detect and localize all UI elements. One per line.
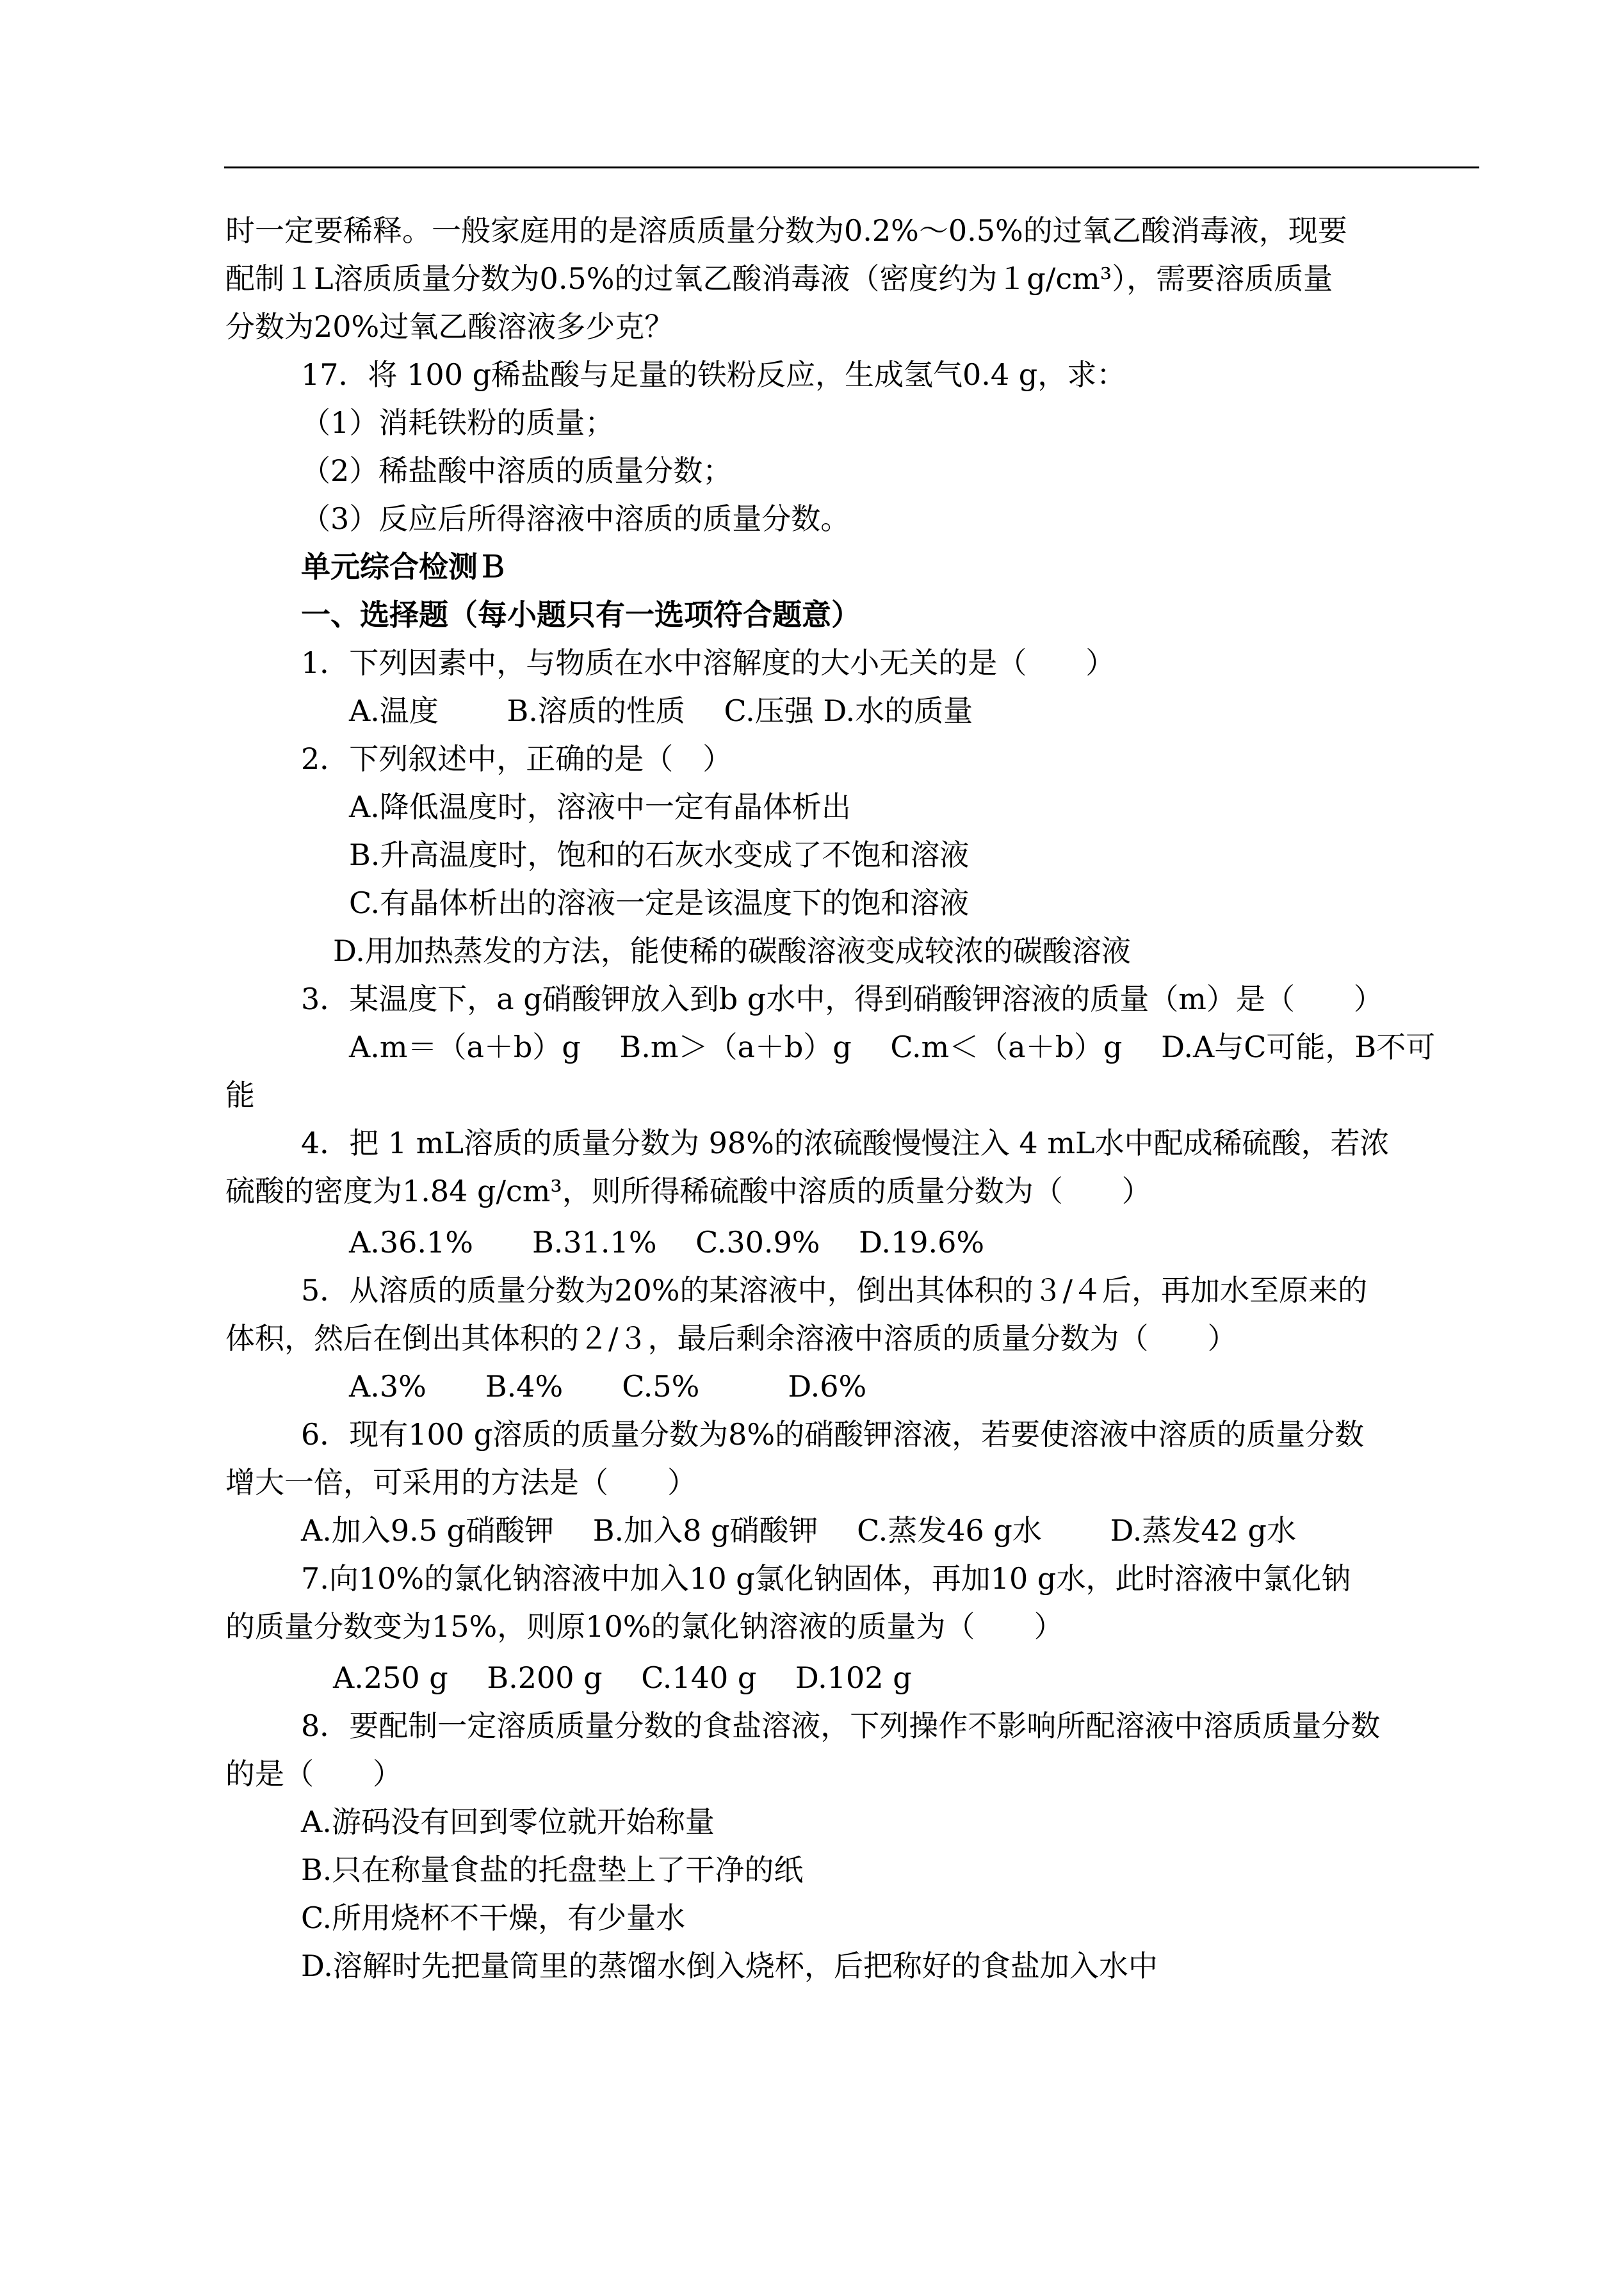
question-4: 4．把 1 mL溶质的质量分数为 98%的浓硫酸慢慢注入 4 mL水中配成稀硫酸，若浓 [301,1126,1390,1160]
option-line: D.用加热蒸发的方法，能使稀的碳酸溶液变成较浓的碳酸溶液 [333,934,1131,968]
question-5: 5．从溶质的质量分数为20%的某溶液中，倒出其体积的３/４后，再加水至原来的 [301,1273,1368,1308]
sub-question: （3）反应后所得溶液中溶质的质量分数。 [301,501,850,536]
text-line: 配制１L溶质质量分数为0.5%的过氧乙酸消毒液（密度约为１g/cm³），需要溶质质量 [225,261,1333,296]
part-heading: 一、选择题（每小题只有一选项符合题意） [301,597,861,632]
options-line: A.温度 B.溶质的性质 C.压强 D.水的质量 [349,693,973,728]
sub-question: （2）稀盐酸中溶质的质量分数； [301,453,733,488]
option-line: A.降低温度时，溶液中一定有晶体析出 [349,790,851,824]
text-line: 增大一倍，可采用的方法是（ ） [225,1465,697,1500]
option-line: B.升高温度时，饱和的石灰水变成了不饱和溶液 [349,838,970,872]
text-line: 硫酸的密度为1.84 g/cm³，则所得稀硫酸中溶质的质量分数为（ ） [225,1174,1151,1208]
options-line: A.m＝（a＋b）g B.m＞（a＋b）g C.m＜（a＋b）g D.A与C可能，B不可 [349,1030,1436,1064]
text-line: 体积，然后在倒出其体积的２/３，最后剩余溶液中溶质的质量分数为（ ） [225,1321,1237,1356]
option-line: D.溶解时先把量筒里的蒸馏水倒入烧杯，后把称好的食盐加入水中 [301,1949,1158,1983]
options-line: A.250 g B.200 g C.140 g D.102 g [333,1660,912,1695]
text-line: 时一定要稀释。一般家庭用的是溶质质量分数为0.2%～0.5%的过氧乙酸消毒液，现要 [225,213,1347,248]
question-17: 17．将 100 g稀盐酸与足量的铁粉反应，生成氢气0.4 g，求： [301,357,1126,392]
question-3: 3．某温度下，a g硝酸钾放入到b g水中，得到硝酸钾溶液的质量（m）是（ ） [301,982,1383,1016]
option-line: B.只在称量食盐的托盘垫上了干净的纸 [301,1853,804,1887]
question-8: 8．要配制一定溶质质量分数的食盐溶液，下列操作不影响所配溶液中溶质质量分数 [301,1708,1381,1743]
question-6: 6．现有100 g溶质的质量分数为8%的硝酸钾溶液，若要使溶液中溶质的质量分数 [301,1417,1365,1452]
options-line: A.3% B.4% C.5% D.6% [349,1369,867,1404]
header-rule [224,166,1479,168]
question-2: 2．下列叙述中，正确的是（ ） [301,742,733,776]
option-line: A.游码没有回到零位就开始称量 [301,1804,715,1839]
sub-question: （1）消耗铁粉的质量； [301,405,615,440]
question-1: 1．下列因素中，与物质在水中溶解度的大小无关的是（ ） [301,645,1116,680]
options-line: A.36.1% B.31.1% C.30.9% D.19.6% [349,1225,985,1260]
options-line: A.加入9.5 g硝酸钾 B.加入8 g硝酸钾 C.蒸发46 g水 D.蒸发42 g水 [301,1513,1296,1548]
question-7: 7.向10%的氯化钠溶液中加入10 g氯化钠固体，再加10 g水，此时溶液中氯化钠 [301,1561,1351,1596]
option-line: C.所用烧杯不干燥，有少量水 [301,1901,686,1935]
option-line: C.有晶体析出的溶液一定是该温度下的饱和溶液 [349,886,970,920]
text-line: 能 [225,1078,255,1112]
text-line: 的是（ ） [225,1756,402,1791]
section-heading: 单元综合检测Ｂ [301,549,507,584]
text-line: 的质量分数变为15%，则原10%的氯化钠溶液的质量为（ ） [225,1609,1064,1644]
text-line: 分数为20%过氧乙酸溶液多少克？ [225,309,674,344]
